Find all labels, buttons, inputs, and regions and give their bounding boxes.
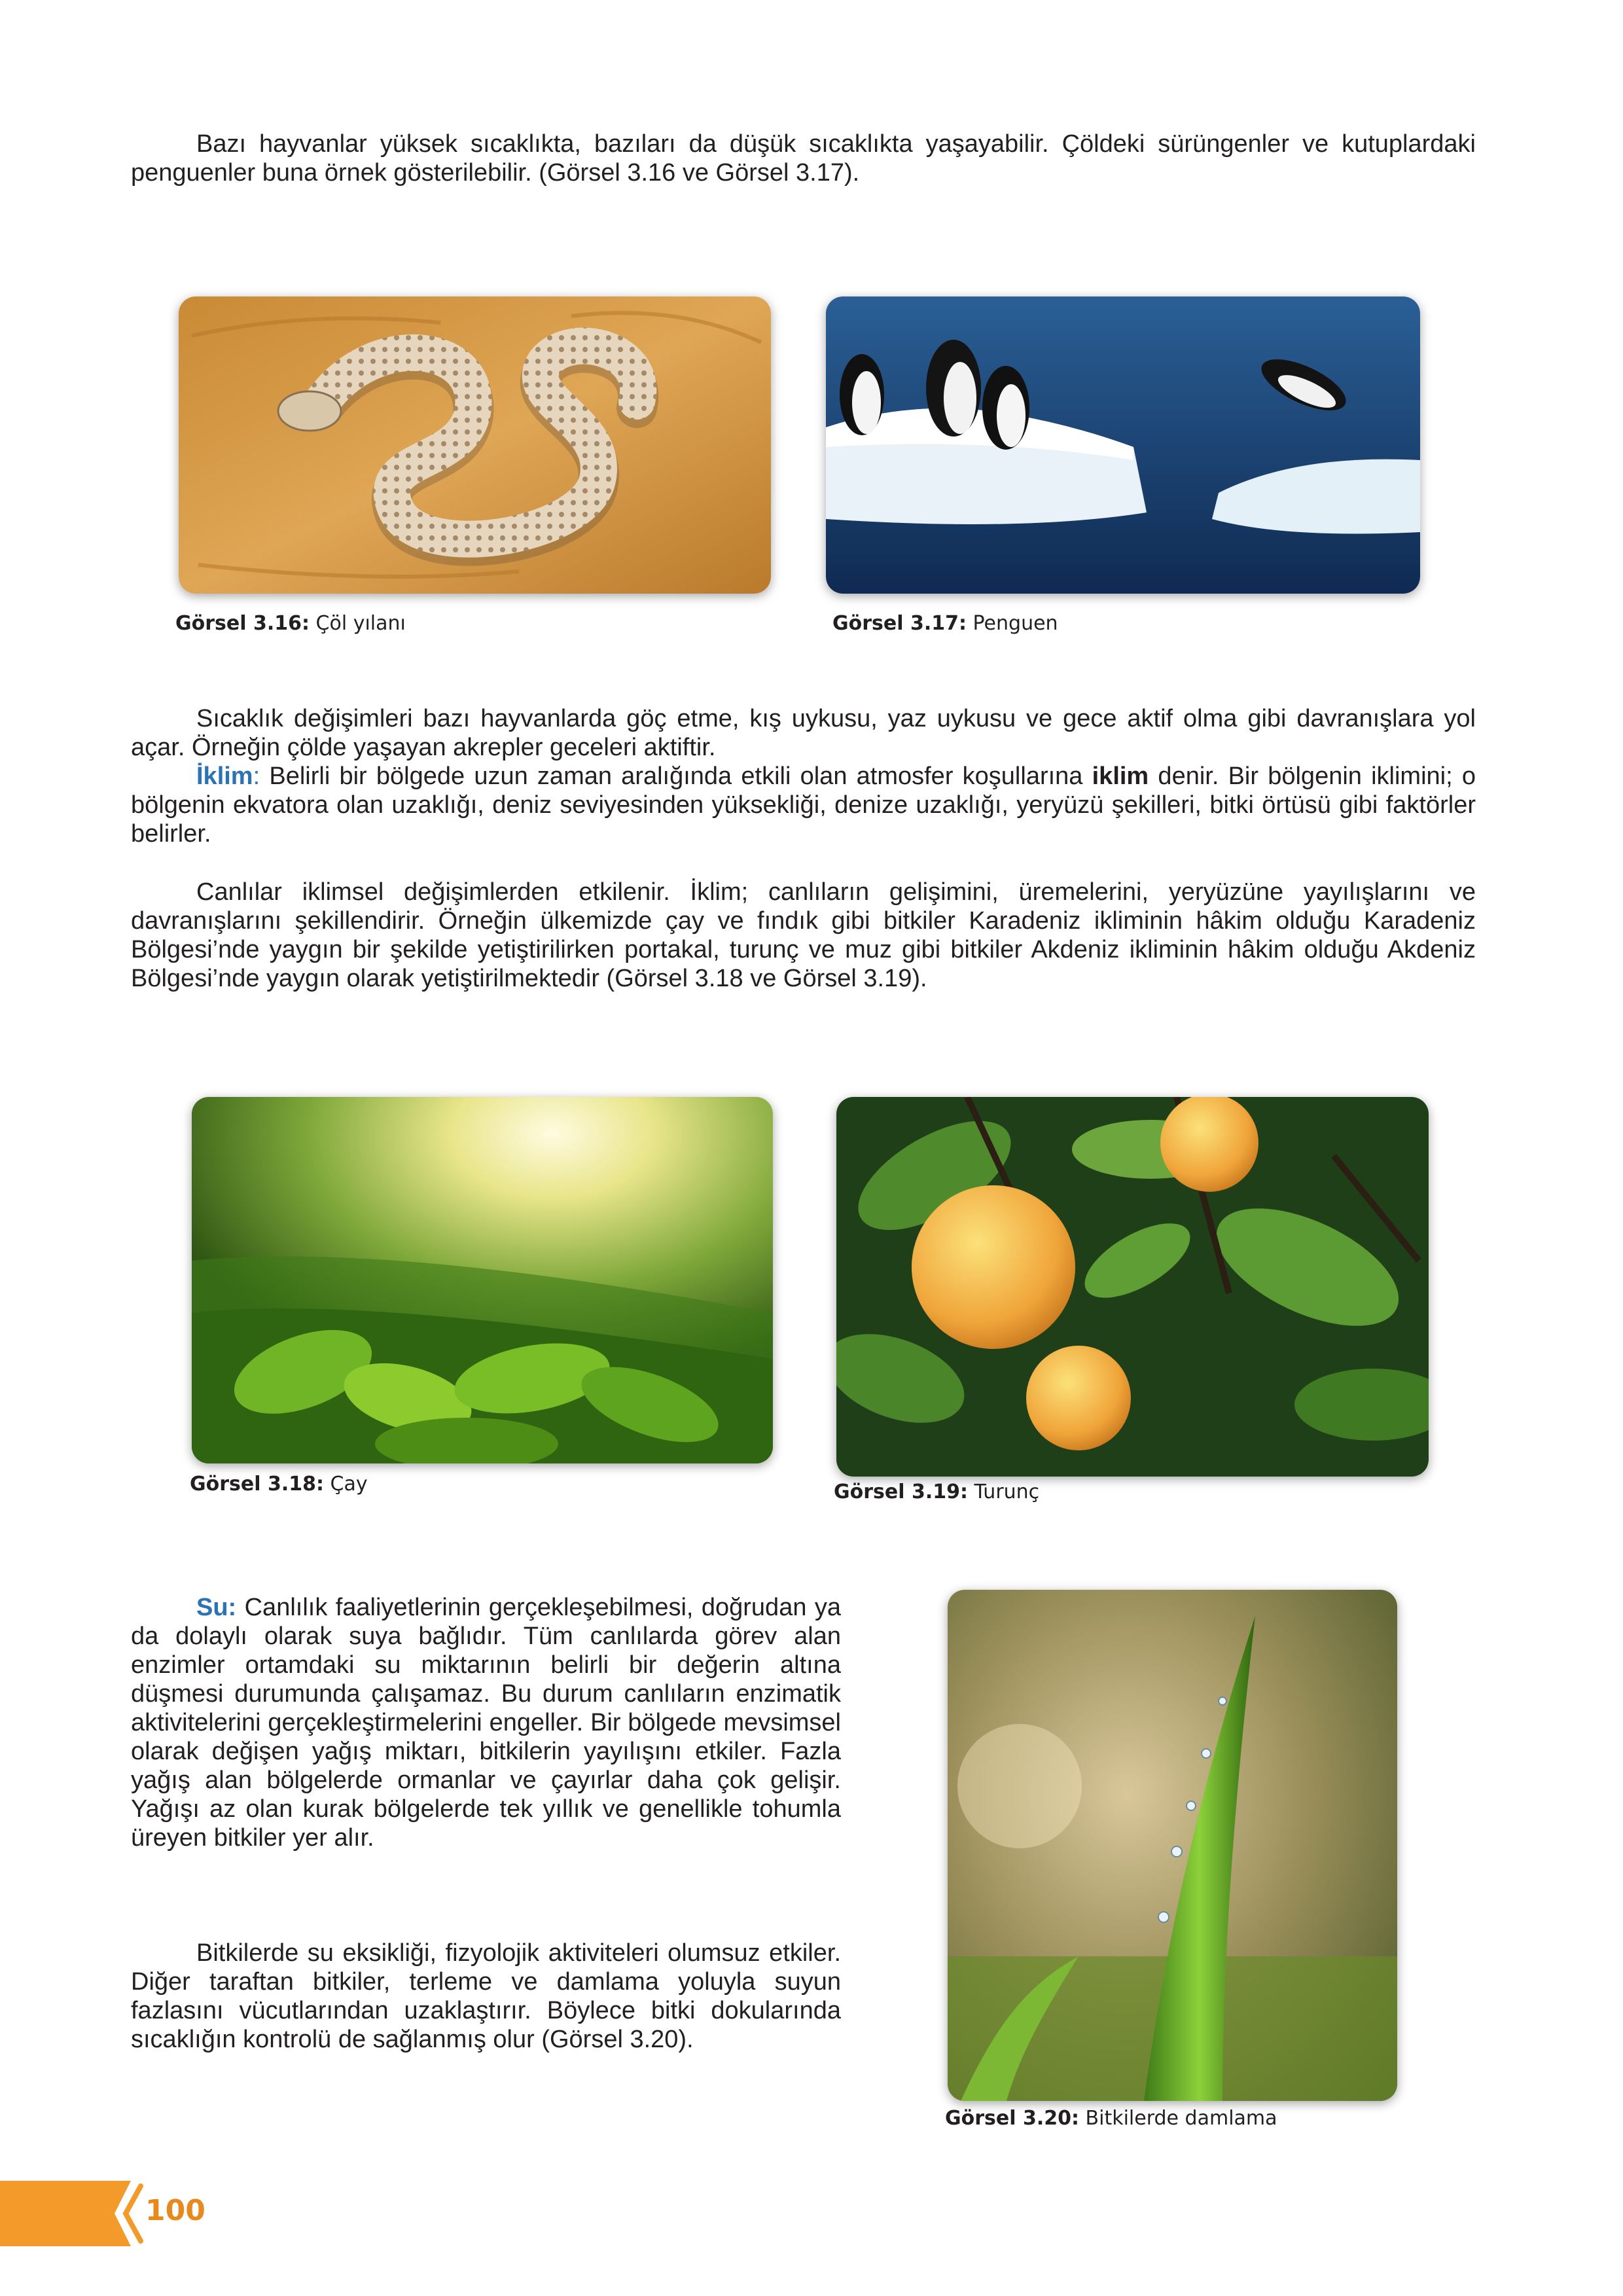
caption-3-18: [190, 1473, 368, 1496]
water-keyword: Su:: [196, 1594, 237, 1621]
penguin-photo: [826, 296, 1420, 594]
caption-label: Görsel 3.19:: [834, 1480, 968, 1503]
caption-label: Görsel 3.18:: [190, 1473, 324, 1496]
temperature-paragraph: Sıcaklık değişimleri bazı hayvanlarda göç etme, kış uykusu, yaz uykusu ve gece aktif olma gibi davranışlara yol açar. Örneğin çölde yaşayan akrepler geceleri aktiftir.: [131, 705, 1476, 761]
caption-title: Çöl yılanı: [315, 612, 406, 635]
page-number: 100: [145, 2194, 205, 2227]
intro-paragraph: Bazı hayvanlar yüksek sıcaklıkta, bazıları da düşük sıcaklıkta yaşayabilir. Çöldeki sürüngenler ve kutuplardaki penguenler buna örnek gösterilebilir. (Görsel 3.16 ve Görsel 3.17).: [131, 130, 1476, 187]
climate-colon: :: [253, 762, 260, 790]
water-paragraph: [131, 1593, 841, 1852]
water-text-a: Canlılık faaliyetlerinin gerçekleşebilmesi, doğrudan ya da dolaylı olarak suya bağlıdır. Tüm canlılarda görev alan enzimler ortamdaki su miktarının belirli bir değerin altına düşmesi durumunda çalışamaz. Bu durum canlıların enzimatik aktivitelerini gerçekleştirmelerini engeller. Bir bölgede mevsimsel olarak değişen yağış miktarı, bitkilerin yayılışını etkiler. Fazla yağış alan bölgelerde ormanlar ve çayırlar daha çok gelişir. Yağışı az olan kurak bölgelerde tek yıllık ve genellikle tohumla üreyen bitkiler yer alır.: [131, 1594, 841, 1852]
tea-photo: [192, 1097, 773, 1463]
climate-bold-term: iklim: [1092, 762, 1149, 790]
caption-title: Çay: [330, 1473, 368, 1496]
water-deficiency-paragraph: Bitkilerde su eksikliği, fizyolojik aktiviteleri olumsuz etkiler. Diğer taraftan bitkiler, terleme ve damlama yoluyla suyun fazlasını vücutlarından uzaklaştırır. Böylece bitki dokularında sıcaklığın kontrolü de sağlanmış olur (Görsel 3.20).: [131, 1939, 841, 2053]
caption-label: Görsel 3.17:: [832, 612, 967, 635]
caption-title: Bitkilerde damlama: [1085, 2107, 1277, 2130]
climate-definition-paragraph: [131, 762, 1476, 848]
caption-label: Görsel 3.20:: [945, 2107, 1079, 2130]
bitter-orange-photo: [836, 1097, 1429, 1477]
climate-text-a: Belirli bir bölgede uzun zaman aralığında etkili olan atmosfer koşullarına: [260, 762, 1092, 790]
caption-3-16: [175, 612, 406, 635]
caption-label: Görsel 3.16:: [175, 612, 310, 635]
climate-text-b: denir. Bir bölgenin iklimini; o bölgenin ekvatora olan uzaklığı, deniz seviyesinden yüksekliği, denize uzaklığı, yeryüzü şekilleri, bitki örtüsü gibi faktörler belirler.: [131, 762, 1476, 848]
caption-3-20: [945, 2107, 1277, 2130]
caption-title: Penguen: [972, 612, 1058, 635]
climate-keyword: İklim: [196, 762, 253, 790]
caption-3-17: [832, 612, 1058, 635]
caption-title: Turunç: [974, 1480, 1040, 1503]
caption-3-19: [834, 1480, 1039, 1503]
desert-snake-photo: [179, 296, 771, 594]
climate-effects-paragraph: Canlılar iklimsel değişimlerden etkilenir. İklim; canlıların gelişimini, üremelerini, yeryüzüne yayılışlarını ve davranışlarını şekillendirir. Örneğin ülkemizde çay ve fındık gibi bitkiler Karadeniz ikliminin hâkim olduğu Karadeniz Bölgesi’nde yaygın bir şekilde yetiştirilirken portakal, turunç ve muz gibi bitkiler Akdeniz ikliminin hâkim olduğu Akdeniz Bölgesi’nde yaygın olarak yetiştirilmektedir (Görsel 3.18 ve Görsel 3.19).: [131, 878, 1476, 992]
guttation-photo: [948, 1590, 1397, 2101]
